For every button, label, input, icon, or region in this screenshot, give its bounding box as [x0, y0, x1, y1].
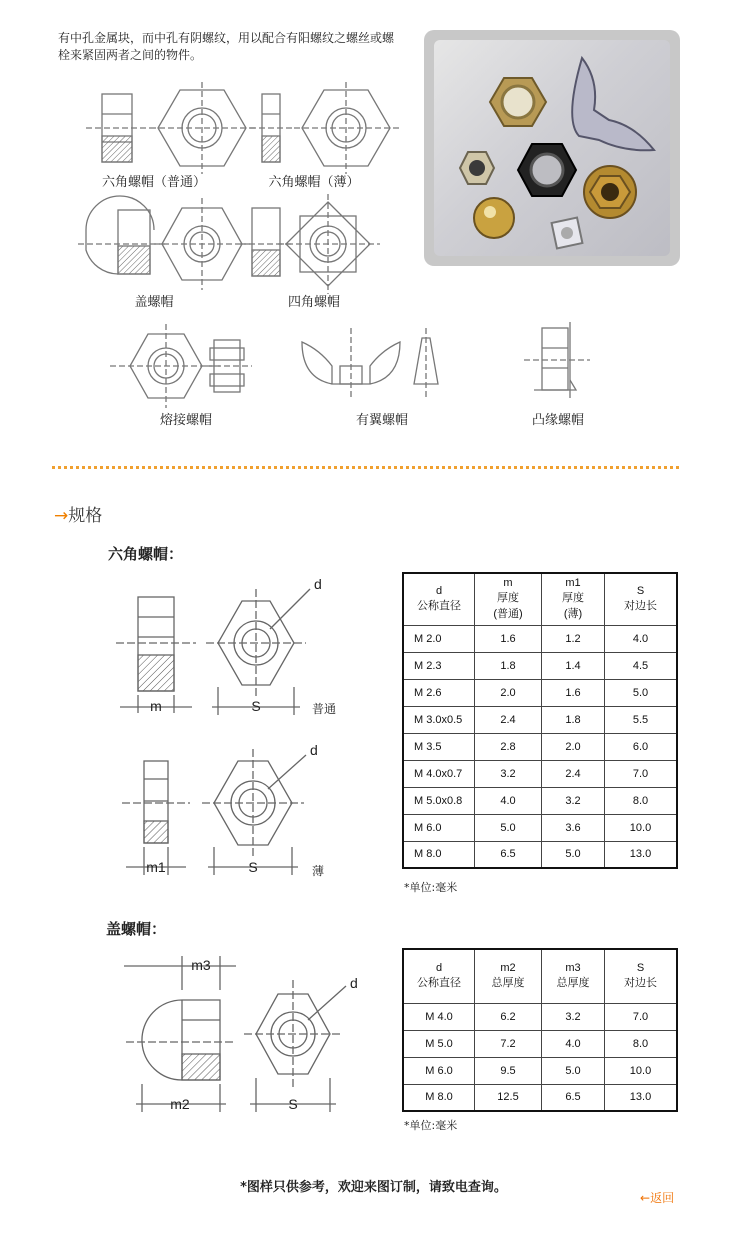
table-row: M 3.0x0.5 2.4 1.8 5.5 [403, 706, 677, 733]
table-row: M 8.0 6.5 5.0 13.0 [403, 841, 677, 868]
caption-square-nut: 四角螺帽 [287, 294, 341, 309]
table-header-row [403, 573, 677, 625]
hex-nut-title: 六角螺帽： [108, 545, 184, 563]
section-divider [52, 466, 679, 469]
caption-hex-thin: 六角螺帽（薄） [268, 174, 360, 189]
table-row: M 4.0x0.7 3.2 2.4 7.0 [403, 760, 677, 787]
label-d-cap: d [350, 975, 358, 991]
caption-hex-normal: 六角螺帽（普通） [101, 174, 207, 189]
header-cell: m 厚度 (普通) [475, 573, 542, 625]
header-cell: S 对边长 [605, 573, 678, 625]
label-m1: m1 [146, 859, 166, 875]
header-cell: m1 厚度 (薄) [542, 573, 605, 625]
header-cell: m3 总厚度 [542, 949, 605, 1003]
spec-section-title [54, 501, 102, 526]
label-s-cap: S [288, 1096, 298, 1112]
label-m3: m3 [191, 957, 211, 973]
table-header-row [403, 949, 677, 1003]
header-cell: d 公称直径 [403, 949, 475, 1003]
table-row: M 2.3 1.8 1.4 4.5 [403, 652, 677, 679]
hex-nut-spec-table [402, 572, 678, 869]
cap-nut-title: 盖螺帽： [106, 920, 167, 938]
nut-types-diagrams [70, 78, 490, 438]
label-m2: m2 [170, 1096, 190, 1112]
intro-text: 有中孔金属块，而中孔有阴螺纹，用以配合有阳螺纹之螺丝或螺栓来紧固两者之间的物件。 [58, 31, 395, 62]
table-row: M 4.0 6.2 3.2 7.0 [403, 1003, 677, 1030]
table-row: M 6.0 9.5 5.0 10.0 [403, 1057, 677, 1084]
back-link[interactable] [640, 1189, 674, 1206]
label-s-normal: S [251, 698, 261, 714]
caption-weld-nut: 熔接螺帽 [159, 412, 213, 427]
table-row: M 2.0 1.6 1.2 4.0 [403, 625, 677, 652]
label-d-normal: d [314, 576, 322, 592]
label-d-thin: d [310, 742, 318, 758]
caption-flange-nut: 凸缘螺帽 [531, 412, 585, 427]
spec-title-text: 规格 [68, 506, 103, 526]
arrow-right-icon: → [54, 506, 69, 526]
header-cell: m2 总厚度 [475, 949, 542, 1003]
table-row: M 2.6 2.0 1.6 5.0 [403, 679, 677, 706]
header-cell: d 公称直径 [403, 573, 475, 625]
table-row: M 8.0 12.5 6.5 13.0 [403, 1084, 677, 1111]
arrow-left-icon: ← [640, 1191, 651, 1205]
cap-nut-unit-note: *单位:毫米 [404, 1119, 458, 1132]
table-row: M 5.0 7.2 4.0 8.0 [403, 1030, 677, 1057]
cap-nut-dimension-drawing [112, 950, 392, 1120]
caption-cap-nut: 盖螺帽 [134, 294, 174, 309]
cap-nut-spec-table [402, 948, 678, 1112]
label-thin: 薄 [312, 864, 325, 878]
label-s-thin: S [248, 859, 258, 875]
label-m: m [150, 698, 162, 714]
hex-nut-dimension-drawing [96, 575, 386, 885]
header-cell: S 对边长 [605, 949, 678, 1003]
flange-nut-drawing [520, 318, 600, 438]
caption-wing-nut: 有翼螺帽 [355, 412, 409, 427]
table-row: M 6.0 5.0 3.6 10.0 [403, 814, 677, 841]
hex-nut-unit-note: *单位:毫米 [404, 881, 458, 894]
footer-note: *图样只供参考，欢迎来图订制，请致电查询。 [240, 1180, 507, 1195]
label-normal: 普通 [312, 702, 337, 716]
back-label: 返回 [650, 1191, 675, 1205]
table-row: M 3.5 2.8 2.0 6.0 [403, 733, 677, 760]
table-row: M 5.0x0.8 4.0 3.2 8.0 [403, 787, 677, 814]
